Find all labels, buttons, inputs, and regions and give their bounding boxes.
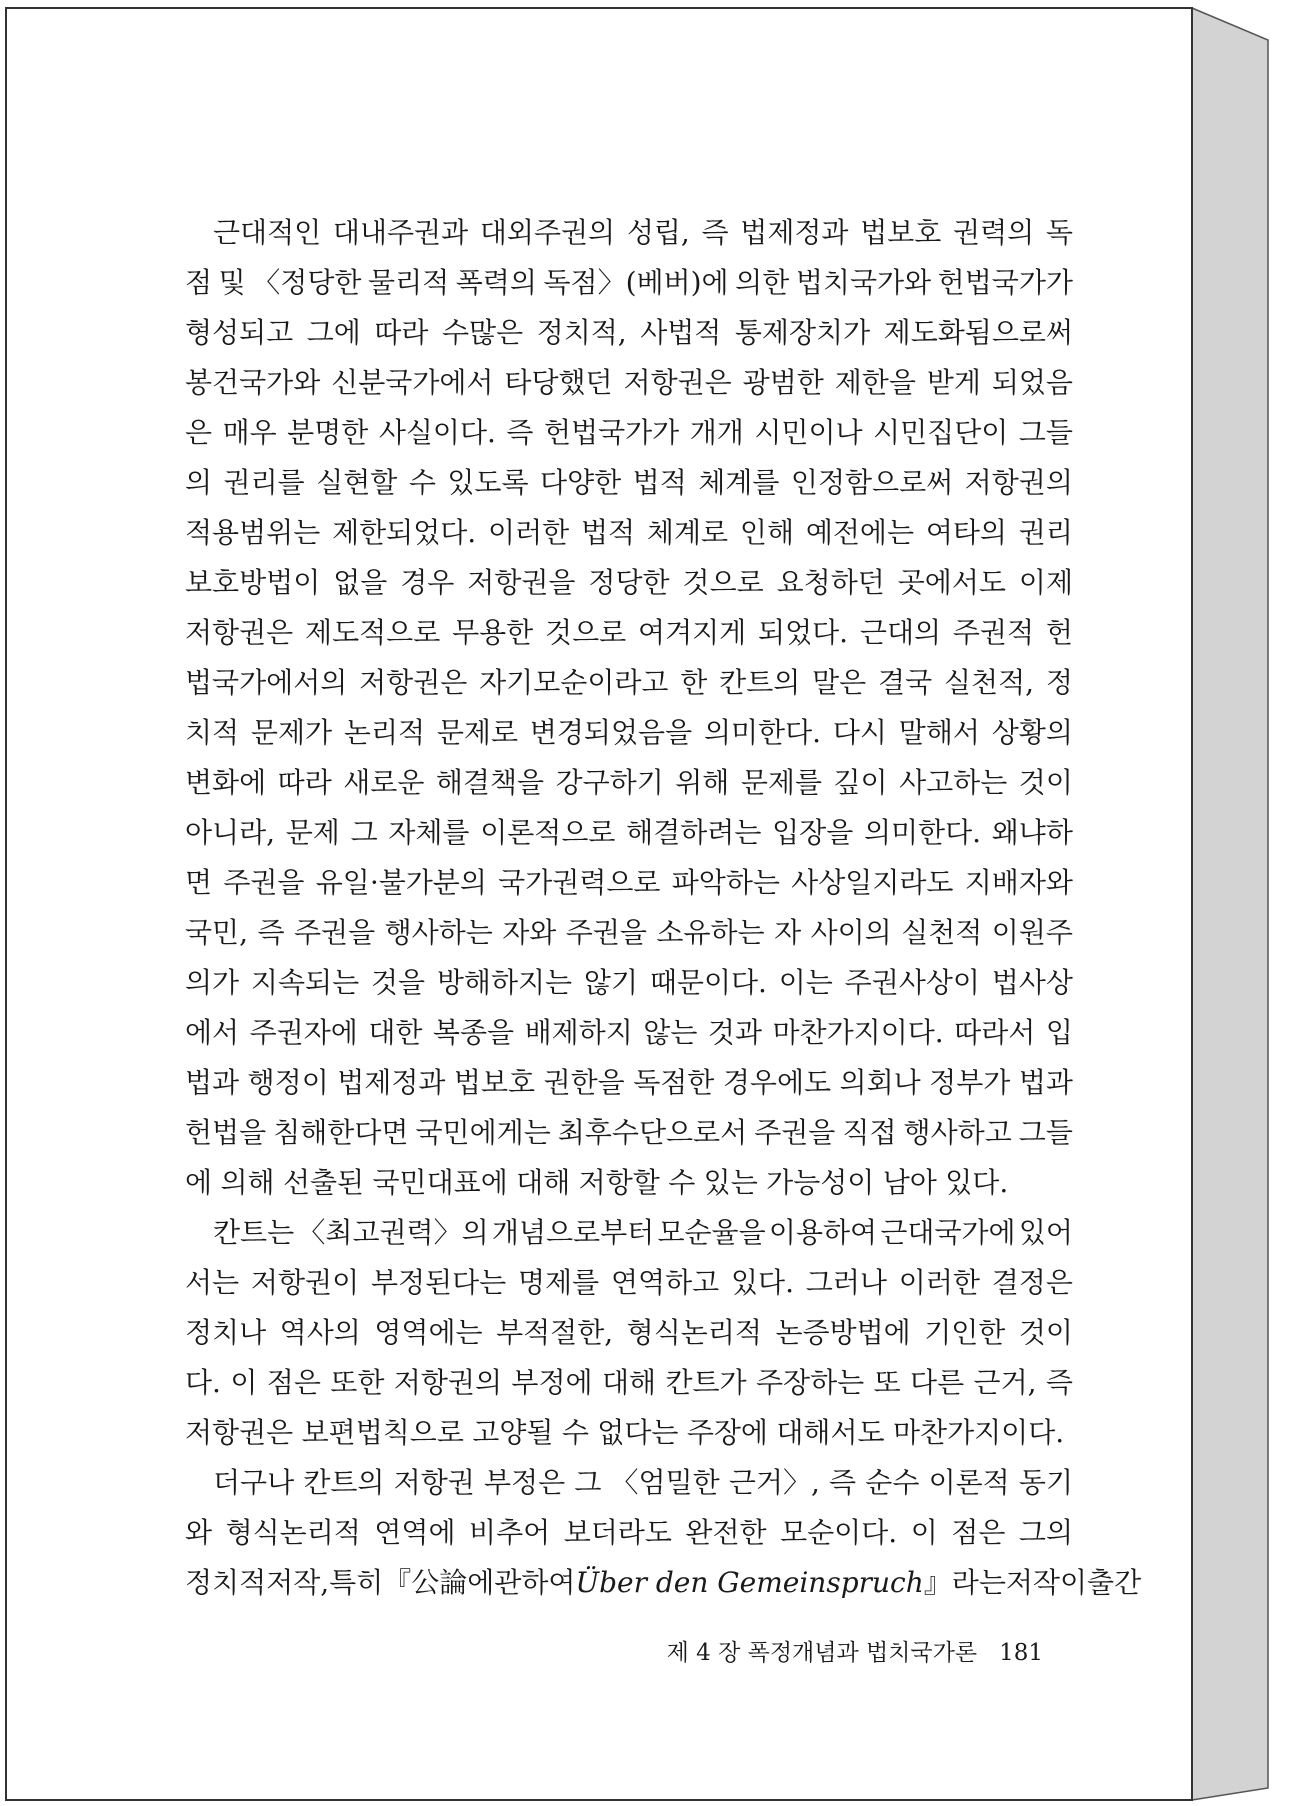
page-number: 181 [999, 1640, 1043, 1666]
text-line [185, 558, 1073, 608]
word: 봉건국가와 [185, 366, 321, 399]
word: 〈최고권력〉의 [297, 1216, 489, 1249]
text-line [185, 608, 1073, 658]
word: 입 [1045, 1016, 1073, 1049]
word: 〈엄밀한 [610, 1466, 720, 1499]
text-line [185, 358, 1073, 408]
text-line [185, 658, 1073, 708]
word: 정당한 [588, 566, 670, 599]
word: 은 [185, 416, 213, 449]
word: 저항권은 [359, 666, 468, 699]
word: 의미한다. [863, 816, 982, 849]
word: 근대국가에 [880, 1216, 1016, 1249]
word: 정치적, [536, 316, 627, 349]
word: 영역에는 [374, 1316, 483, 1349]
text-line [185, 1158, 1073, 1208]
word: 법치국가와 [795, 266, 932, 299]
word: 제도화됨으로써 [883, 316, 1073, 349]
word: 침해한다면 [273, 1116, 409, 1149]
word: 그의 [1018, 1516, 1073, 1549]
word: 그에 [306, 316, 361, 349]
word: 있어 [1018, 1216, 1073, 1249]
word: 의 [185, 466, 213, 499]
word: 결국 [878, 666, 933, 699]
word: 법사상 [991, 966, 1073, 999]
word: 것으로 [545, 616, 627, 649]
word: 해결하려는 [626, 816, 762, 849]
word: 자 [774, 916, 802, 949]
word: 파악하는 [671, 866, 780, 899]
word: 받게 [926, 366, 981, 399]
body-text [185, 208, 1142, 1608]
word: 없을 [333, 566, 388, 599]
word: 않는 [643, 1016, 698, 1049]
word: 있다. [730, 1266, 794, 1299]
word: 가능성이 [766, 1166, 875, 1199]
word: 저작이 [1005, 1566, 1088, 1599]
word: 부정에 [511, 1366, 593, 1399]
word: 정부가 [929, 1066, 1011, 1099]
word: 헌 [1045, 616, 1073, 649]
word: 사실이다. [378, 416, 496, 449]
word: 헌법국가가 [937, 266, 1073, 299]
word: 형식논리적 [225, 1516, 361, 1549]
text-line [185, 508, 1073, 558]
word: 저항권이 [250, 1266, 360, 1299]
word: 대해 [601, 1366, 657, 1399]
text-line [185, 258, 1073, 308]
word: 시민집단이 [873, 416, 1009, 449]
word: 수 [408, 466, 436, 499]
word: 되었음 [991, 366, 1073, 399]
word: 있도록 [447, 466, 529, 499]
word: 복종을 [432, 1016, 515, 1049]
word: 보호방법이 [185, 566, 321, 599]
word: 무용한 [452, 616, 534, 649]
word: 성립, [626, 216, 690, 249]
word: 인정함으로써 [790, 466, 954, 499]
word: Über den Gemeinspruch』라는 [575, 1566, 1006, 1599]
word: 적용범위는 [185, 516, 321, 549]
word: 이러한 [898, 1266, 980, 1299]
word: 그 [574, 1466, 602, 1499]
word: 기인한 [924, 1316, 1006, 1349]
word: 법보호 [453, 1066, 536, 1099]
text-line [185, 1058, 1073, 1108]
word: 국가권력으로 [498, 866, 661, 899]
text-line [185, 808, 1073, 858]
text-line [185, 1558, 1142, 1608]
word: 자와 [502, 916, 557, 949]
word: 수 [668, 1166, 696, 1199]
word: 체계를 [698, 466, 780, 499]
word: 칸트는 [213, 1216, 295, 1249]
word: 에 [185, 1166, 213, 1199]
word: 주권사상이 [844, 966, 980, 999]
word: 저항권은 [623, 366, 732, 399]
word: 대해서도 [776, 1416, 885, 1449]
word: 주권을 [293, 916, 376, 949]
word: 폭력의 [455, 266, 537, 299]
word: 곳에서도 [897, 566, 1006, 599]
word: 칸트의 [303, 1466, 385, 1499]
book-spine-side [1192, 8, 1268, 1800]
word: 매우 [222, 416, 277, 449]
word: 사법적 [640, 316, 722, 349]
word: 주장하는 [755, 1366, 865, 1399]
word: 유일·불가분의 [315, 866, 487, 899]
word: 보더라도 [563, 1516, 672, 1549]
word: 이러한 [488, 516, 570, 549]
word: 점은 [951, 1516, 1006, 1549]
word: 저항할 [578, 1166, 660, 1199]
word: 그러나 [805, 1266, 887, 1299]
word: 독 [1045, 216, 1073, 249]
word: 법제정과 [337, 1066, 446, 1099]
word: 권리 [1018, 516, 1073, 549]
word: 요청하던 [776, 566, 885, 599]
word: 점 [185, 266, 213, 299]
word: 행사하고 [903, 1116, 1012, 1149]
word: 문제 [285, 816, 340, 849]
word: 인해 [739, 516, 794, 549]
word: 신분국가에서 [331, 366, 494, 399]
word: 있다. [945, 1166, 1009, 1199]
word: 점은 [266, 1366, 321, 1399]
word: 것이 [1018, 766, 1073, 799]
word: 부적절한, [496, 1316, 614, 1349]
text-line [185, 308, 1073, 358]
word: 대내주권과 [332, 216, 469, 249]
word: 의해 [220, 1166, 275, 1199]
word: 동기 [1018, 1466, 1073, 1499]
word: 상황의 [991, 716, 1073, 749]
text-line [185, 408, 1073, 458]
word: 역사의 [279, 1316, 361, 1349]
word: 따라 [374, 316, 429, 349]
word: 되었다. [758, 616, 849, 649]
word: 헌법을 [185, 1116, 267, 1149]
word: 저항권 [393, 1466, 475, 1499]
word: 제한을 [834, 366, 916, 399]
word: 대한 [368, 1016, 423, 1049]
word: 비추어 [469, 1516, 551, 1549]
word: 이는 [778, 966, 833, 999]
word: 및 [218, 266, 246, 299]
word: 이용하여 [768, 1216, 878, 1249]
word: 없다는 [597, 1416, 679, 1449]
word: 말은 [812, 666, 867, 699]
word: 않기 [583, 966, 639, 999]
word: 이 [230, 1366, 258, 1399]
word: 법제정과 [740, 216, 849, 249]
text-line [185, 1408, 1073, 1458]
word: 저작, [266, 1566, 330, 1599]
word: 저항권은 [185, 1416, 294, 1449]
word: 면 [185, 866, 213, 899]
word: 직접 [842, 1116, 897, 1149]
word: 주권을 [754, 1116, 836, 1149]
word: 법국가에서의 [185, 666, 348, 699]
word: 저항권은 [185, 616, 294, 649]
word: 또한 [330, 1366, 385, 1399]
word: 이론적으로 [480, 816, 616, 849]
text-line [185, 1258, 1073, 1308]
word: 다른 [910, 1366, 965, 1399]
word: 여겨지게 [638, 616, 747, 649]
word: 변경되었음을 [529, 716, 693, 749]
word: 아니라, [185, 816, 276, 849]
word: 즉 [257, 916, 285, 949]
word: 지배자와 [964, 866, 1073, 899]
word: 개개 [689, 416, 744, 449]
word: 입장을 [772, 816, 854, 849]
word: 선출된 [282, 1166, 365, 1199]
word: 권리를 [223, 466, 305, 499]
word: 근대의 [859, 616, 942, 649]
word: 그 [350, 816, 378, 849]
word: 그들 [1018, 1116, 1073, 1149]
word: 때문이다. [649, 966, 767, 999]
word: 근거〉, [728, 1466, 820, 1499]
word: 지속되는 [250, 966, 360, 999]
word: 왜냐하 [991, 816, 1073, 849]
chapter-title: 제 4 장 폭정개념과 법치국가론 [666, 1640, 978, 1666]
word: 사고하는 [899, 766, 1008, 799]
text-line [185, 1508, 1073, 1558]
word: 독점한 [633, 1066, 715, 1099]
word: 근대적인 [213, 216, 322, 249]
word: 저항권의 [964, 466, 1073, 499]
word: 의회나 [839, 1066, 921, 1099]
word: 국민대표에 [372, 1166, 508, 1199]
word: 논증방법에 [775, 1316, 911, 1349]
word: 실천적 [901, 916, 983, 949]
text-line [185, 1458, 1073, 1508]
word: 완전한 [685, 1516, 767, 1549]
word: 명제를 [518, 1266, 600, 1299]
text-line [185, 758, 1073, 808]
text-line [185, 1358, 1073, 1408]
word: 권한을 [543, 1066, 625, 1099]
word: 근거, [973, 1366, 1037, 1399]
word: 체계로 [646, 516, 729, 549]
word: 형식논리적 [626, 1316, 762, 1349]
word: 분명한 [287, 416, 369, 449]
word: 연역에 [374, 1516, 456, 1549]
word: 치적 [185, 716, 240, 749]
word: 정치나 [185, 1316, 267, 1349]
word: 제도적으로 [305, 616, 441, 649]
word: 수 [561, 1416, 589, 1449]
word: 부정은 [483, 1466, 566, 1499]
word: 통제장치가 [734, 316, 871, 349]
word: 주권을 [565, 916, 647, 949]
word: 모순이다. [780, 1516, 898, 1549]
text-line [185, 1108, 1073, 1158]
word: 것이 [1018, 1316, 1073, 1349]
word: 법적 [632, 466, 687, 499]
word: 예전에는 [805, 516, 915, 549]
word: 문제가 [250, 716, 333, 749]
word: 다시 [832, 716, 887, 749]
word: 정 [1045, 666, 1073, 699]
word: 권력의 [953, 216, 1035, 249]
text-line [185, 1308, 1073, 1358]
text-line [185, 908, 1073, 958]
word: 법과 [1018, 1066, 1073, 1099]
word: 주장에 [686, 1416, 768, 1449]
word: 실현할 [316, 466, 398, 499]
word: 변화에 [185, 766, 267, 799]
word: 법과 [185, 1066, 240, 1099]
word: 새로운 [343, 766, 425, 799]
word: 형성되고 [185, 316, 294, 349]
word: 〈정당한 [252, 266, 362, 299]
word: 배제하지 [524, 1016, 633, 1049]
word: 자기모순이라고 [479, 666, 669, 699]
word: 다. [185, 1366, 221, 1399]
word: 칸트의 [719, 666, 801, 699]
word: 『公論에 [383, 1566, 495, 1599]
word: 해결책을 [435, 766, 545, 799]
word: 또 [873, 1366, 901, 1399]
word: 제한되었다. [332, 516, 477, 549]
word: 자체를 [388, 816, 470, 849]
word: 따라 [277, 766, 332, 799]
word: 대외주권의 [479, 216, 616, 249]
word: 순수 [865, 1466, 920, 1499]
word: 국민, [185, 916, 248, 949]
word: 에서 [185, 1016, 240, 1049]
text-line [185, 1008, 1073, 1058]
word: 행정이 [247, 1066, 329, 1099]
word: 것으로 [682, 566, 764, 599]
word: 강구하기 [555, 766, 664, 799]
word: 즉 [701, 216, 729, 249]
word: 주권자에 [249, 1016, 358, 1049]
running-footer [667, 1634, 1043, 1667]
text-line [185, 1208, 1073, 1258]
word: 헌법국가가 [543, 416, 680, 449]
word: 의미한다. [703, 716, 822, 749]
word: 연역하고 [610, 1266, 720, 1299]
word: 주권적 [952, 616, 1035, 649]
word: 위해 [675, 766, 730, 799]
word: 있는 [703, 1166, 758, 1199]
word: 즉 [506, 416, 534, 449]
text-line [185, 958, 1073, 1008]
word: 이 [910, 1516, 938, 1549]
word: 논리적 [343, 716, 426, 749]
word: 고양될 [472, 1416, 554, 1449]
word: 법보호 [860, 216, 942, 249]
word: 독점〉(베버)에 [543, 266, 729, 299]
word: 관하여 [494, 1566, 576, 1599]
word: 칸트가 [665, 1366, 747, 1399]
word: 깊이 [833, 766, 888, 799]
word: 다양한 [540, 466, 622, 499]
word: 이원주 [991, 916, 1073, 949]
word: 특히 [329, 1566, 384, 1599]
word: 남아 [882, 1166, 937, 1199]
word: 와 [185, 1516, 213, 1549]
word: 개념으로부터 [491, 1216, 655, 1249]
word: 물리적 [368, 266, 450, 299]
word: 서는 [185, 1266, 240, 1299]
word: 부정된다는 [370, 1266, 507, 1299]
word: 의가 [185, 966, 240, 999]
word: 더구나 [213, 1466, 295, 1499]
word: 결정은 [991, 1266, 1073, 1299]
word: 말해서 [898, 716, 980, 749]
word: 국민에게는 [415, 1116, 551, 1149]
word: 이제 [1018, 566, 1073, 599]
word: 의한 [735, 266, 790, 299]
word: 출간 [1087, 1566, 1142, 1599]
word: 문제로 [436, 716, 519, 749]
word: 이론적 [928, 1466, 1010, 1499]
word: 문제를 [740, 766, 822, 799]
word: 그들 [1018, 416, 1073, 449]
text-line [185, 708, 1073, 758]
word: 한 [680, 666, 708, 699]
word: 즉 [1045, 1366, 1073, 1399]
word: 소유하는 [656, 916, 765, 949]
word: 사상일지라도 [791, 866, 954, 899]
word: 저항권을 [467, 566, 576, 599]
word: 수많은 [441, 316, 524, 349]
word: 시민이나 [754, 416, 863, 449]
word: 마찬가지이다. [772, 1016, 944, 1049]
word: 법적 [581, 516, 636, 549]
text-line [185, 458, 1073, 508]
word: 실천적, [943, 666, 1035, 699]
word: 것과 [707, 1016, 762, 1049]
word: 최후수단으로서 [557, 1116, 748, 1149]
word: 정치적 [185, 1566, 267, 1599]
word: 대해 [516, 1166, 571, 1199]
text-line [185, 208, 1073, 258]
word: 따라서 [954, 1016, 1036, 1049]
word: 경우 [400, 566, 455, 599]
word: 광범한 [742, 366, 824, 399]
word: 타당했던 [504, 366, 613, 399]
word: 저항권의 [393, 1366, 502, 1399]
word: 방해하지는 [436, 966, 573, 999]
text-line [185, 858, 1073, 908]
word: 여타의 [925, 516, 1007, 549]
word: 모순율을 [657, 1216, 766, 1249]
word: 주권을 [223, 866, 305, 899]
word: 보편법칙으로 [301, 1416, 464, 1449]
word: 것을 [370, 966, 426, 999]
word: 즉 [829, 1466, 857, 1499]
word: 행사하는 [384, 916, 493, 949]
word: 경우에도 [722, 1066, 832, 1099]
word: 마찬가지이다. [892, 1416, 1065, 1449]
word: 사이의 [810, 916, 892, 949]
